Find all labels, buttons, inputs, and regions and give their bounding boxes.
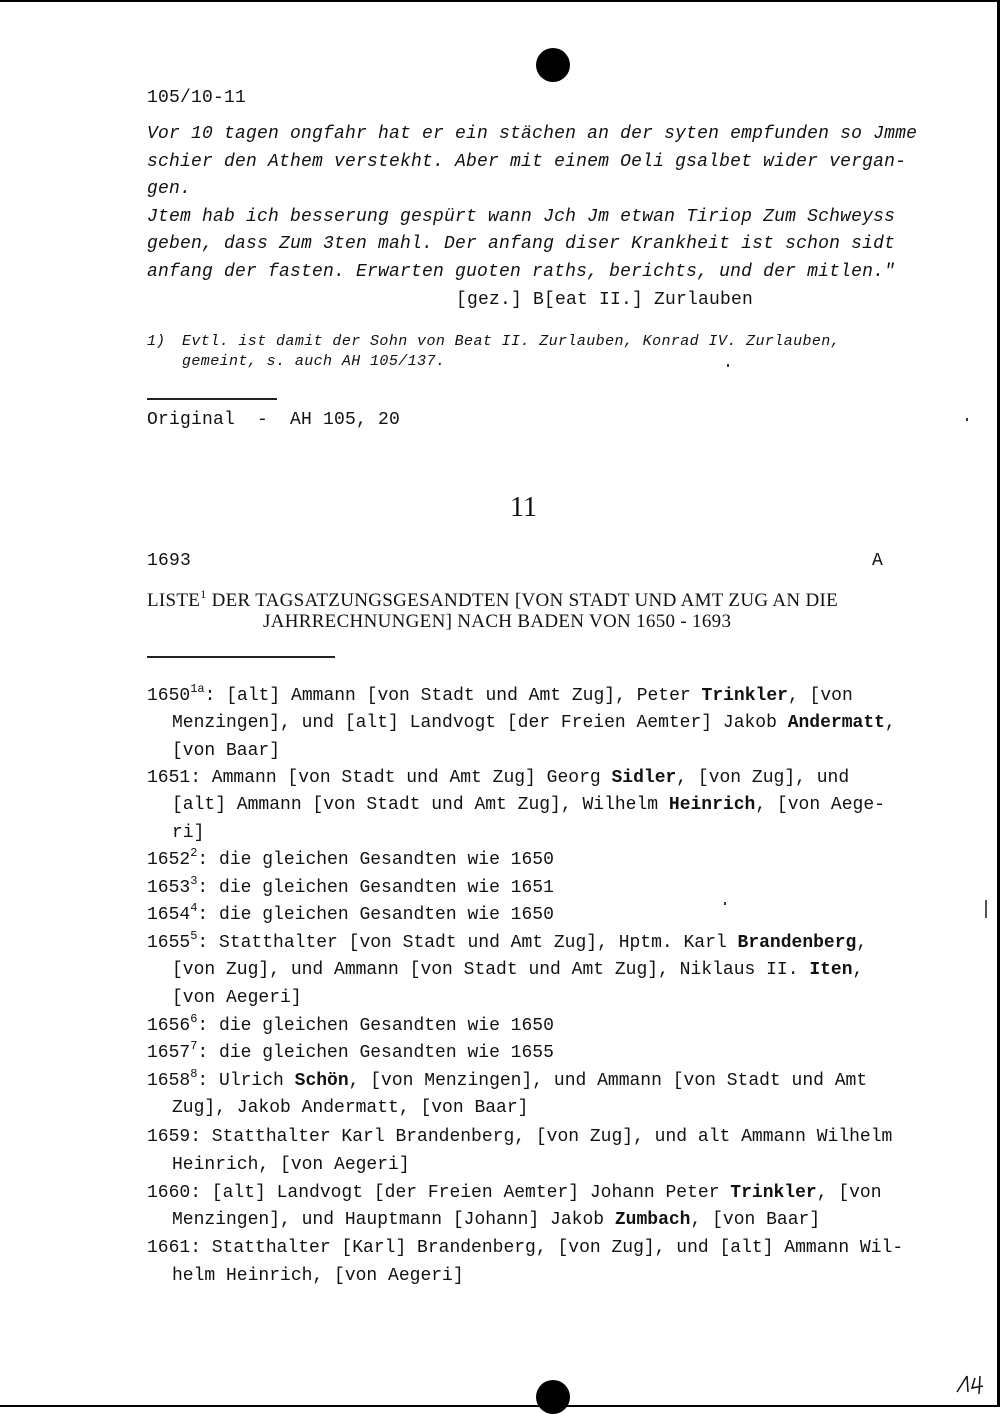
signature: [gez.] B[eat II.] Zurlauben (456, 290, 754, 310)
letter-line: Vor 10 tagen ongfahr hat er ein stächen an der syten empfunden so Jmme (147, 124, 918, 144)
entry-text: : die gleichen Gesandten wie 1655 (197, 1043, 554, 1063)
footnote-line: Evtl. ist damit der Sohn von Beat II. Zurlauben, Konrad IV. Zurlauben, (182, 333, 841, 350)
scan-speck (985, 900, 987, 918)
entry-text: helm Heinrich, [von Aegeri] (172, 1266, 464, 1286)
delegate-entry-line (147, 1238, 903, 1258)
delegate-entry-line (172, 1098, 528, 1118)
entry-text: : Ulrich (197, 1071, 295, 1091)
surname: Brandenberg (737, 933, 857, 953)
handwritten-page-marker (955, 1370, 991, 1401)
entry-text: 1654 (147, 905, 191, 925)
delegate-entry-line (147, 1039, 554, 1063)
entry-text: : die gleichen Gesandten wie 1650 (197, 1016, 554, 1036)
footnote-marker: 1a (190, 682, 205, 696)
entry-text: [alt] Ammann [von Stadt und Amt Zug], Wilhelm (172, 795, 669, 815)
entry-text: : [alt] Ammann [von Stadt und Amt Zug], Peter (204, 686, 702, 706)
entry-text: Zug], Jakob Andermatt, [von Baar] (172, 1098, 529, 1118)
entry-text: , [von (787, 686, 853, 706)
entry-text: 1659: Statthalter Karl Brandenberg, [von Zug], und alt Ammann Wilhelm (147, 1127, 893, 1147)
entry-text: 1657 (147, 1043, 191, 1063)
title-word: LISTE (147, 590, 201, 611)
surname: Iten (809, 960, 853, 980)
title-rest: DER TAGSATZUNGSGESANDTEN [VON STADT UND AMT ZUG AN DIE (206, 590, 839, 611)
entry-text: [von Aegeri] (172, 988, 302, 1008)
surname: Andermatt (787, 713, 885, 733)
delegate-entry-line (147, 1183, 882, 1203)
divider-rule (147, 398, 277, 400)
letter-line: gen. (147, 179, 192, 199)
delegate-entry-line (147, 846, 554, 870)
entry-text: 1651: Ammann [von Stadt und Amt Zug] Georg (147, 768, 612, 788)
entry-text: , [von Baar] (690, 1210, 821, 1230)
entry-text: , [von Aege- (755, 795, 885, 815)
delegate-entry-line (172, 795, 885, 815)
scan-top-edge (0, 0, 1000, 2)
punch-hole-top (536, 48, 570, 82)
entry-text: 1650 (147, 686, 191, 706)
letter-line: anfang der fasten. Erwarten guoten raths, berichts, und der mitlen." (147, 262, 896, 282)
divider-rule (147, 656, 335, 658)
letter-line: geben, dass Zum 3ten mahl. Der anfang diser Krankheit ist schon sidt (147, 234, 896, 254)
footnote-marker: 5 (190, 929, 198, 943)
scan-speck (727, 364, 729, 367)
entry-text: Menzingen], und [alt] Landvogt [der Freien Aemter] Jakob (172, 713, 788, 733)
delegate-entry-line (147, 874, 554, 898)
entry-text: 1655 (147, 933, 191, 953)
surname: Trinkler (730, 1183, 817, 1203)
entry-text: 1661: Statthalter [Karl] Brandenberg, [von Zug], und [alt] Ammann Wil- (147, 1238, 904, 1258)
entry-text: , [von Menzingen], und Ammann [von Stadt und Amt (348, 1071, 868, 1091)
footnote-marker: 3 (190, 874, 198, 888)
surname: Heinrich (668, 795, 756, 815)
letter-line: schier den Athem verstekht. Aber mit einem Oeli gsalbet wider vergan- (147, 152, 907, 172)
surname: Sidler (611, 768, 677, 788)
page-reference: 105/10-11 (147, 88, 247, 108)
source-reference: Original - AH 105, 20 (147, 410, 401, 430)
delegate-entry-line (147, 929, 868, 953)
footnote-marker: 8 (190, 1067, 198, 1081)
entry-text: 1653 (147, 878, 191, 898)
delegate-entry-line (147, 901, 554, 925)
footnote-marker: 7 (190, 1039, 198, 1053)
entry-text: , [von (816, 1183, 882, 1203)
delegate-entry-line (172, 1266, 464, 1286)
entry-text: : Statthalter [von Stadt und Amt Zug], Hptm. Karl (197, 933, 738, 953)
delegate-entry-line (147, 1067, 868, 1091)
entry-text: 1660: [alt] Landvogt [der Freien Aemter] Johann Peter (147, 1183, 731, 1203)
delegate-entry-line (172, 1155, 410, 1175)
scan-speck (966, 418, 968, 421)
delegate-entry-line (172, 1210, 820, 1230)
entry-text: 1656 (147, 1016, 191, 1036)
footnote-line: gemeint, s. auch AH 105/137. (182, 353, 446, 370)
delegate-entry-line (172, 713, 896, 733)
footnote-marker: 1) (147, 333, 166, 350)
surname: Schön (294, 1071, 349, 1091)
delegate-entry-line (172, 988, 302, 1008)
title-footnote-marker: 1 (200, 587, 207, 601)
footnote-marker: 4 (190, 901, 198, 915)
surname: Trinkler (701, 686, 788, 706)
footnote-marker: 2 (190, 846, 198, 860)
delegate-entry-line (147, 768, 849, 788)
letter-line: Jtem hab ich besserung gespürt wann Jch Jm etwan Tiriop Zum Schweyss (147, 207, 896, 227)
footnote-marker: 6 (190, 1012, 198, 1026)
document-year: 1693 (147, 551, 192, 571)
document-title-line1 (147, 587, 839, 612)
delegate-entry-line (172, 960, 863, 980)
delegate-entry-line (147, 1127, 892, 1147)
delegate-entry-line (147, 1012, 554, 1036)
entry-text: , (852, 960, 864, 980)
entry-text: , (856, 933, 868, 953)
entry-text: : die gleichen Gesandten wie 1650 (197, 850, 554, 870)
entry-text: Menzingen], und Hauptmann [Johann] Jakob (172, 1210, 615, 1230)
entry-text: Heinrich, [von Aegeri] (172, 1155, 410, 1175)
entry-text: 1658 (147, 1071, 191, 1091)
delegate-entry-line (172, 823, 204, 843)
handwritten-page-marker-glyph (955, 1370, 991, 1396)
surname: Zumbach (614, 1210, 691, 1230)
document-number: 11 (510, 492, 537, 523)
delegate-entry-line (172, 741, 280, 761)
document-title-line2: JAHRRECHNUNGEN] NACH BADEN VON 1650 - 1693 (263, 611, 732, 632)
entry-text: [von Baar] (172, 741, 281, 761)
scan-speck (724, 902, 726, 905)
entry-text: : die gleichen Gesandten wie 1650 (197, 905, 554, 925)
entry-text: [von Zug], und Ammann [von Stadt und Amt Zug], Niklaus II. (172, 960, 810, 980)
delegate-entry-line (147, 682, 853, 706)
document-code: A (872, 551, 884, 571)
entry-text: : die gleichen Gesandten wie 1651 (197, 878, 554, 898)
entry-text: , [von Zug], und (676, 768, 850, 788)
entry-text: , (884, 713, 896, 733)
entry-text: 1652 (147, 850, 191, 870)
punch-hole-bottom (536, 1380, 570, 1414)
entry-text: ri] (172, 823, 205, 843)
